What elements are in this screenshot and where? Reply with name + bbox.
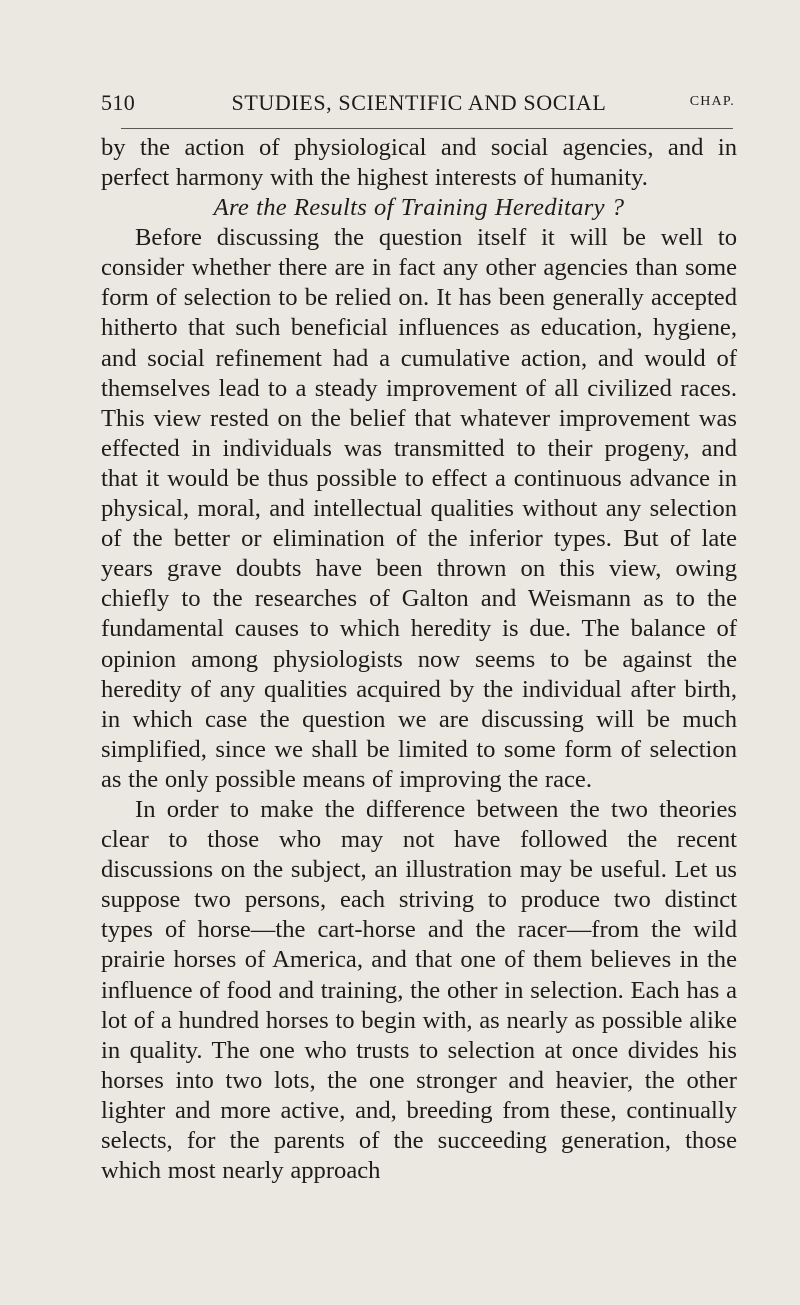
page-number: 510 <box>101 90 136 115</box>
running-title: STUDIES, SCIENTIFIC AND SOCIAL <box>231 90 607 115</box>
section-heading: Are the Results of Training Hereditary ? <box>213 194 625 222</box>
paragraph-1: Before discussing the question itself it will be well to consider whether there are in fact any other agencies than some form of selection to be relied on. It has been generally accepted hitherto that such beneficial influences as education, hygiene, and social refinement had a cumulative action, and would of themselves lead to a steady improvement of all civilized races. This view rested on the belief that whatever improvement was effected in individuals was transmitted to their progeny, and that it would be thus possible to effect a continuous advance in physical, moral, and intellectual qualities without any selection of the better or elimination of the inferior types. But of late years grave doubts have been thrown on this view, owing chiefly to the researches of Galton and Weismann as to the fundamental causes to which heredity is due. The balance of opinion among physiologists now seems to be against the heredity of any qualities acquired by the individual after birth, in which case the question we are discussing will be much simplified, since we shall be limited to some form of selection as the only possible means of improving the race. <box>101 224 737 793</box>
header-rule <box>121 128 733 129</box>
opening-paragraph: by the action of physiological and social agencies, and in perfect harmony with the highest interests of humanity. <box>101 134 737 192</box>
body-text <box>101 133 737 1186</box>
chapter-mark: CHAP. <box>689 94 735 109</box>
running-header <box>101 86 737 120</box>
paragraph-2: In order to make the difference between the two theories clear to those who may not have followed the recent discussions on the subject, an illustration may be useful. Let us suppose two persons, each striving to produce two distinct types of horse—the cart-horse and the racer—from the wild prairie horses of America, and that one of them believes in the influence of food and training, the other in selection. Each has a lot of a hundred horses to begin with, as nearly as possible alike in quality. The one who trusts to selection at once divides his horses into two lots, the one stronger and heavier, the other lighter and more active, and, breeding from these, continually selects, for the parents of the succeeding generation, those which most nearly approach <box>101 795 737 1185</box>
